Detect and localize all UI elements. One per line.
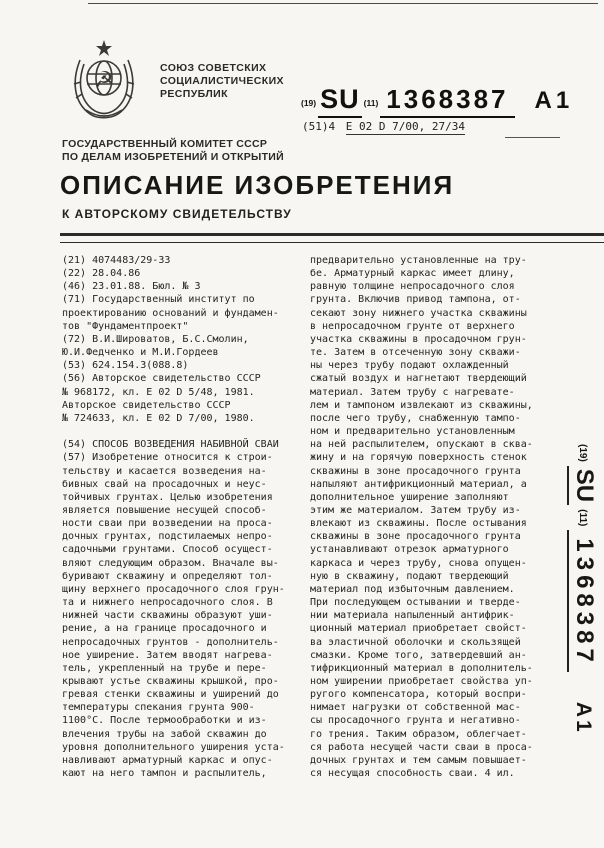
sidebar-publication-number: 1368387 <box>567 530 598 671</box>
top-margin-rule <box>88 3 598 4</box>
header-divider-rule <box>60 233 604 243</box>
inid-11-label: (11) <box>363 98 379 108</box>
sidebar-country-code: SU <box>567 466 598 505</box>
sidebar-inid-19-label: (19) <box>577 444 588 462</box>
union-name-label: СОЮЗ СОВЕТСКИХ СОЦИАЛИСТИЧЕСКИХ РЕСПУБЛИК <box>160 62 284 100</box>
state-committee-label: ГОСУДАРСТВЕННЫЙ КОМИТЕТ СССР ПО ДЕЛАМ ИЗОБРЕТЕНИЙ И ОТКРЫТИЙ <box>62 138 284 163</box>
kind-code: A1 <box>534 87 574 114</box>
document-subtitle: К АВТОРСКОМУ СВИДЕТЕЛЬСТВУ <box>62 207 292 221</box>
country-code: SU <box>318 84 362 118</box>
bibliographic-and-abstract-left-column: (21) 4074483/29-33 (22) 28.04.86 (46) 23.01.88. Бюл. № 3 (71) Государственный институт по проектированию оснований и фундамен- тов "Фундаментпроект" (72) В.И.Широватов, Б.С.Смолин, Ю.И.Федченко и М.И.Гордеев (53) 624.154.3(088.8) (56) Авторское свидетельство СССР № 968172, кл. Е 02 D 5/48, 1981. Авторское свидетельство СССР № 724633, кл. Е 02 D 7/00, 1980. (54) СПОСОБ ВОЗВЕДЕНИЯ НАБИВНОЙ СВАИ (57) Изобретение относится к строи- тельству и касается возведения на- бивных свай на просадочных и неус- тойчивых грунтах. Целью изобретения является повышение несущей способ- ности сваи при возведении на проса- дочных грунтах, подстилаемых непро- садочными грунтами. Способ осущест- вляют следующим образом. Вначале вы- буривают скважину и определяют тол- щину верхнего просадочного слоя грун- та и нижнего непросадочного слоя. В нижней части скважины образуют уши- рение, а на границе просадочного и непросадочных грунтов - дополнитель- ное уширение. Затем вводят нагрева- тель, укрепленный на трубе и пере- крывают устье скважины крышкой, про- гревая стенки скважины и уширений до температуры спекания грунта 900- 1100°С. После термообработки и из- влечения трубы на забой скважин до уровня дополнительного уширения уста- навливают арматурный каркас и опус- кают на него тампон и распылитель, <box>62 255 285 780</box>
svg-text:☭: ☭ <box>94 68 114 93</box>
ipc-extra-rule <box>505 137 560 138</box>
vertical-publication-number <box>567 444 598 735</box>
abstract-right-column: предварительно установленные на тру- бе. Арматурный каркас имеет длину, равную толщине непросадочного слоя грунта. Включив привод тампона, от- секают зону нижнего участка скважины в непросадочном грунте от верхнего участка скважины в просадочном грун- те. Затем в отсеченную зону скважи- ны через трубу подают охлажденный сжатый воздух и нагнетают твердеющий материал. Затем трубу с нагревате- лем и тампоном извлекают из скважины, после чего трубу, снабженную тампо- ном и предварительно установленным на ней распылителем, опускают в сква- жину и на горячую поверхность стенок скважины в зоне просадочного грунта напыляют антифрикционный материал, а дополнительное уширение заполняют этим же материалом. Затем трубу из- влекают из скважины. После остывания скважины в зоне просадочного грунта устанавливают отрезок арматурного каркаса и через трубу, снова опущен- ную в скважину, подают твердеющий материал под избыточным давлением. При последующем остывании и тверде- нии материала напыленный антифрик- ционный материал приобретает свойст- ва эластичной оболочки и скользящей смазки. Кроме того, затвердевший ан- тифрикционный материал в дополнитель- ном уширении приобретает свойства уп- ругого компенсатора, который воспри- нимает нагрузки от собственной мас- сы просадочного грунта и негативно- го трения. Таким образом, облегчает- ся работа несущей части сваи в проса- дочных грунтах и тем самым повышает- ся несущая способность сваи. 4 ил. <box>310 255 533 780</box>
ipc-codes: E 02 D 7/00, 27/34 <box>345 120 465 133</box>
inid-19-label: (19) <box>301 98 317 108</box>
ipc-classification-line <box>302 120 465 133</box>
ussr-coat-of-arms-icon <box>70 38 138 126</box>
inid-51-label: (51)4 <box>302 120 336 133</box>
sidebar-kind-code: A1 <box>572 701 595 735</box>
publication-number-line <box>301 84 573 118</box>
sidebar-inid-11-label: (11) <box>577 509 588 527</box>
document-title: ОПИСАНИЕ ИЗОБРЕТЕНИЯ <box>60 170 455 200</box>
publication-number: 1368387 <box>380 84 514 118</box>
